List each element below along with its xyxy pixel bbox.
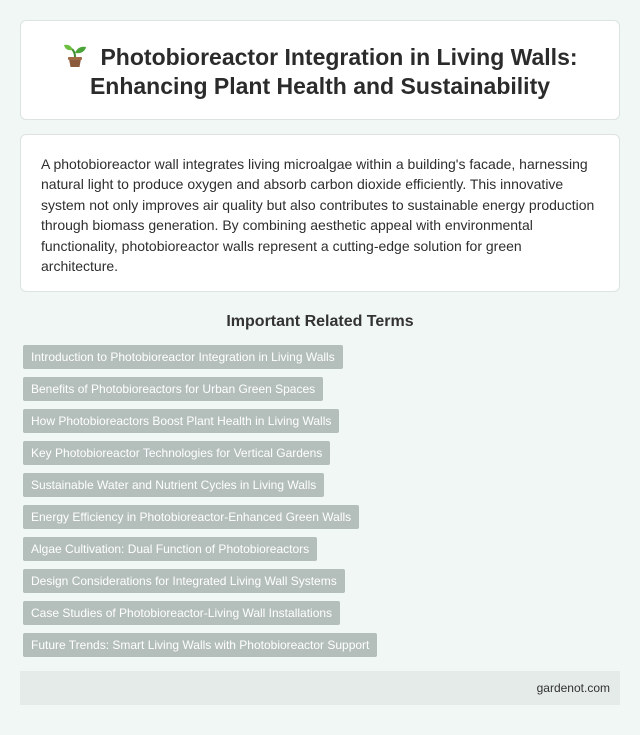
sprout-icon bbox=[62, 43, 88, 69]
related-terms-heading: Important Related Terms bbox=[226, 313, 414, 330]
related-term-tag[interactable]: Case Studies of Photobioreactor-Living Wall Installations bbox=[23, 601, 340, 625]
footer bbox=[20, 671, 620, 705]
title-card bbox=[20, 20, 620, 120]
intro-paragraph: A photobioreactor wall integrates living microalgae within a building's facade, harnessing natural light to produce oxygen and absorb carbon dioxide efficiently. This innovative system not only improves air quality but also contributes to sustainable energy production through biomass generation. By combining aesthetic appeal with environmental functionality, photobioreactor walls represent a cutting-edge solution for green architecture. bbox=[41, 156, 595, 275]
related-term-tag[interactable]: Design Considerations for Integrated Living Wall Systems bbox=[23, 569, 345, 593]
related-term-tag[interactable]: Energy Efficiency in Photobioreactor-Enhanced Green Walls bbox=[23, 505, 359, 529]
related-term-tag[interactable]: Benefits of Photobioreactors for Urban Green Spaces bbox=[23, 377, 323, 401]
related-term-tag[interactable]: Sustainable Water and Nutrient Cycles in Living Walls bbox=[23, 473, 324, 497]
related-term-tag[interactable]: Future Trends: Smart Living Walls with Photobioreactor Support bbox=[23, 633, 377, 657]
related-term-tag[interactable]: How Photobioreactors Boost Plant Health in Living Walls bbox=[23, 409, 339, 433]
footer-site-link[interactable]: gardenot.com bbox=[536, 681, 610, 695]
related-term-tag[interactable]: Introduction to Photobioreactor Integration in Living Walls bbox=[23, 345, 343, 369]
intro-card bbox=[20, 134, 620, 292]
title-text: Photobioreactor Integration in Living Walls: Enhancing Plant Health and Sustainability bbox=[89, 44, 578, 99]
related-term-tag[interactable]: Key Photobioreactor Technologies for Vertical Gardens bbox=[23, 441, 330, 465]
page-title bbox=[21, 43, 619, 101]
related-term-tag[interactable]: Algae Cultivation: Dual Function of Photobioreactors bbox=[23, 537, 317, 561]
related-terms-list bbox=[23, 345, 377, 665]
